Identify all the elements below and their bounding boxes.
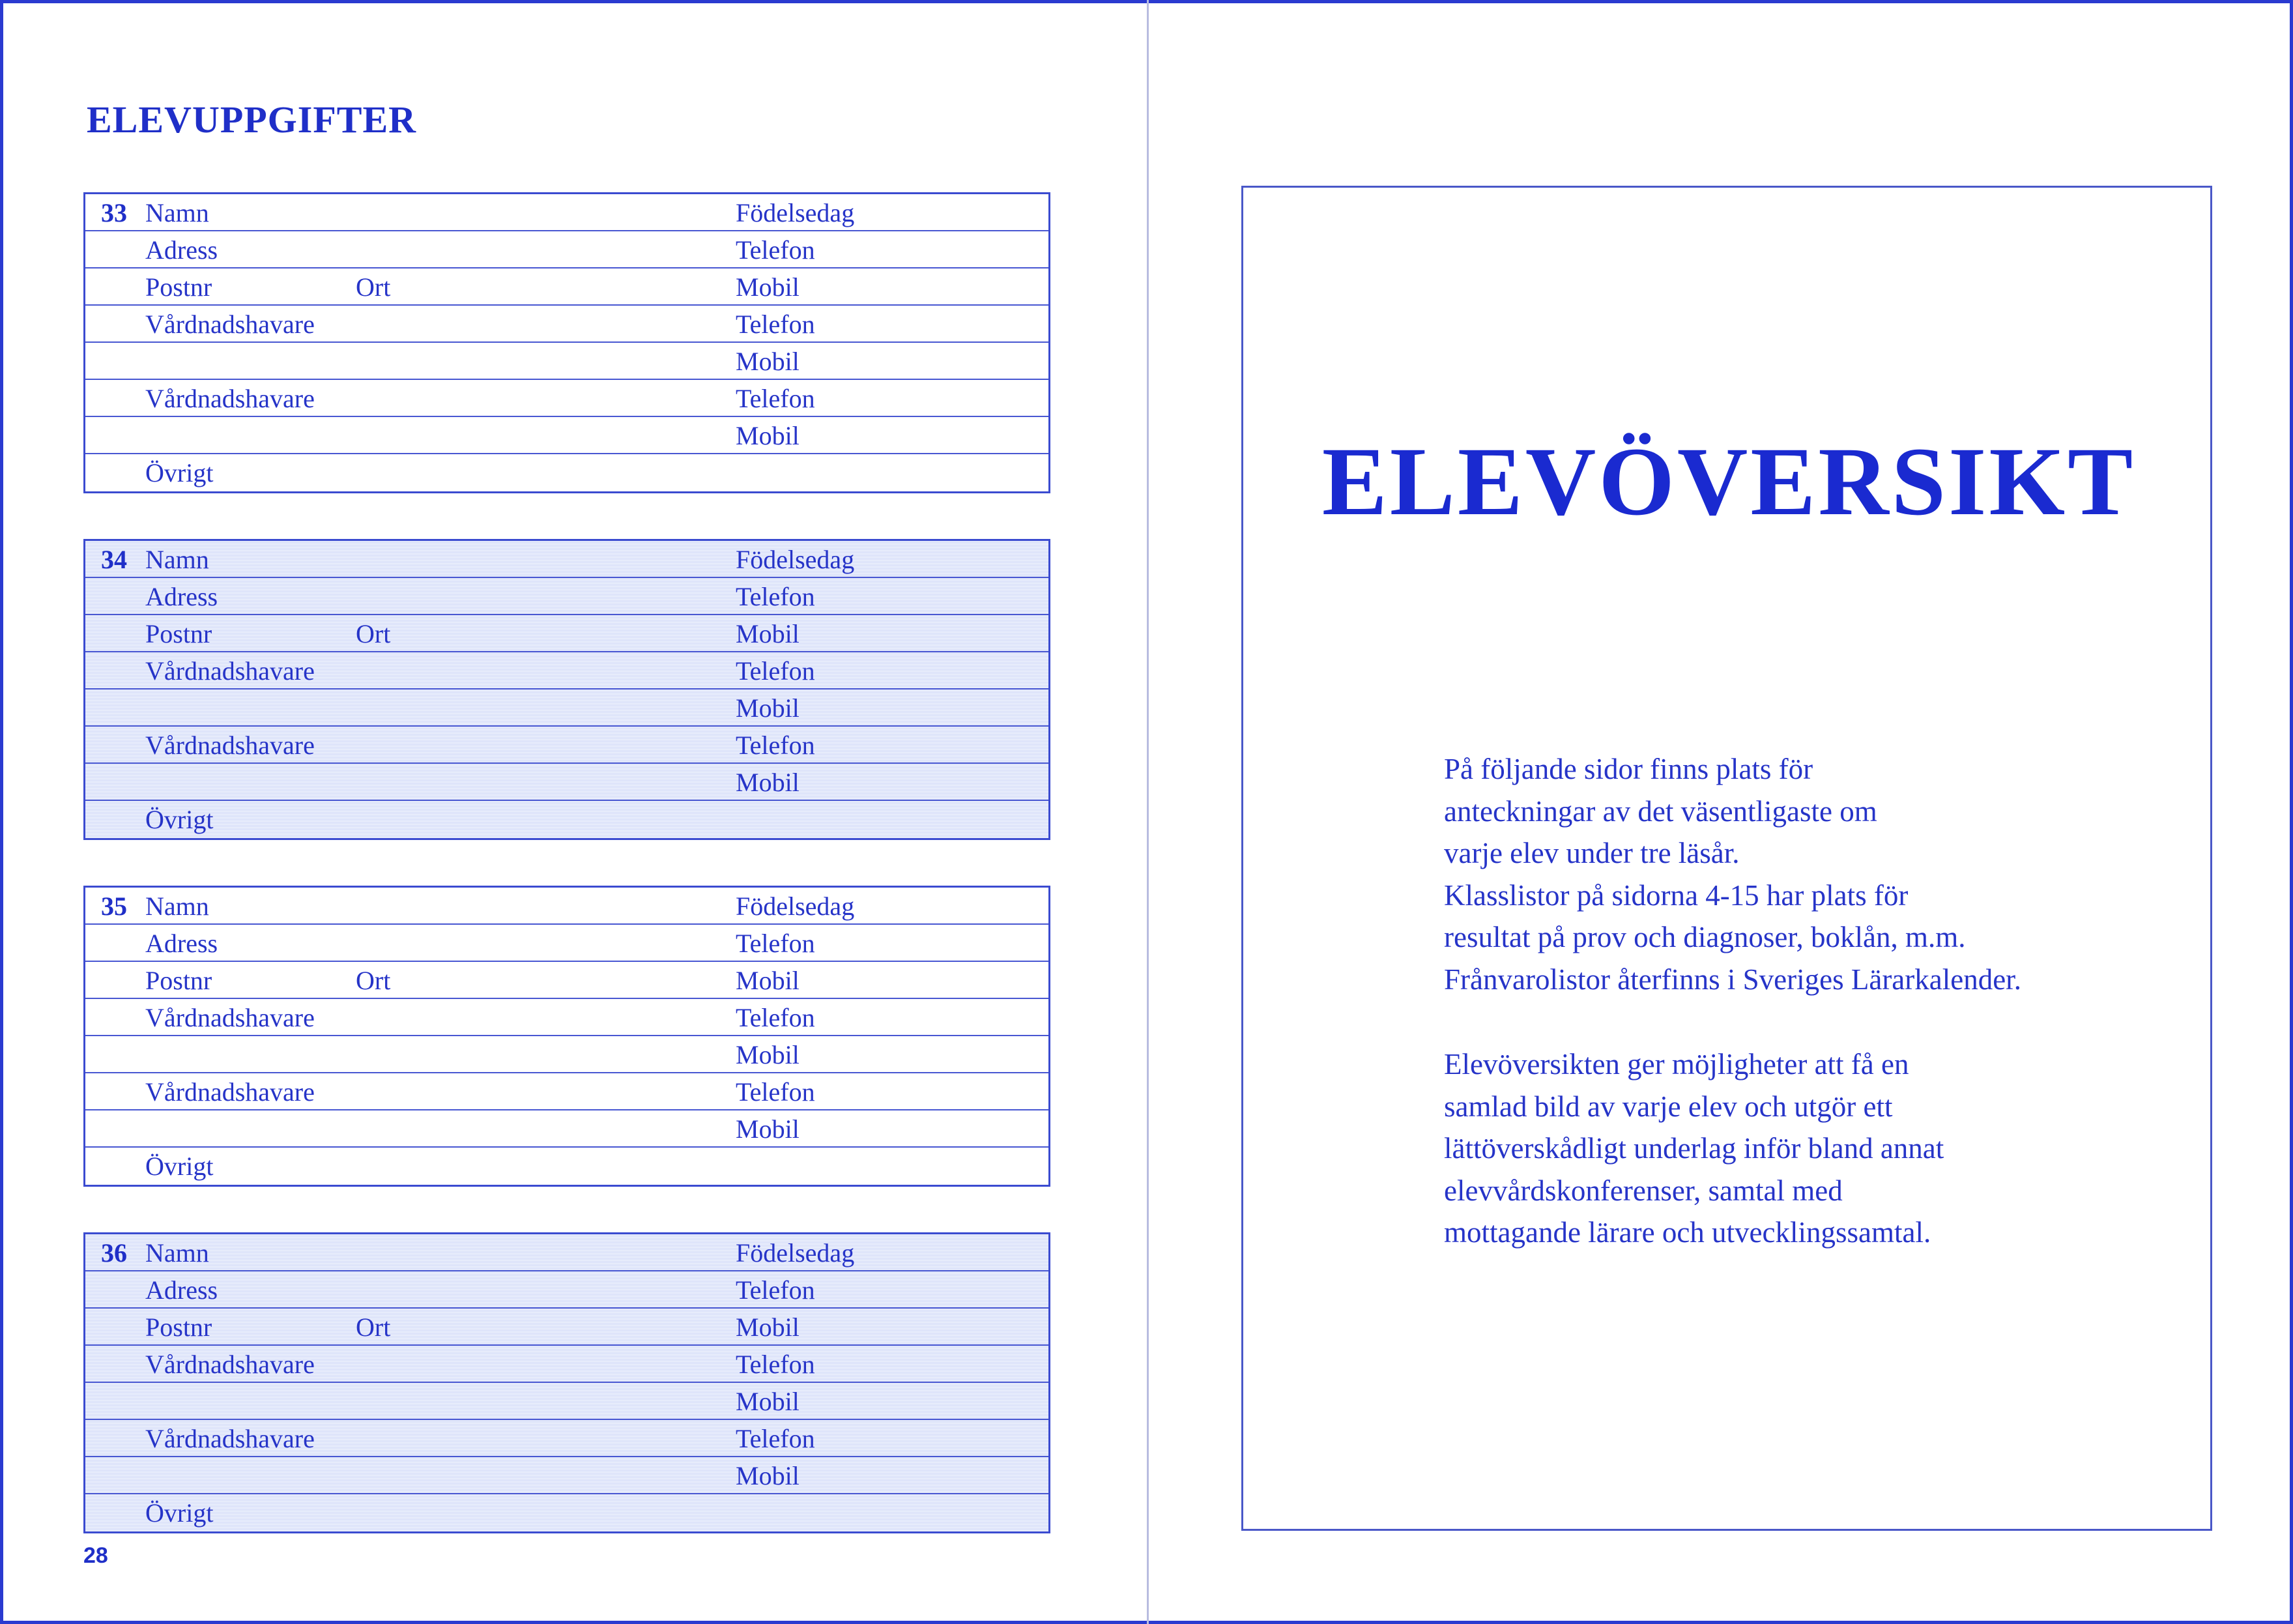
label-vardnadshavare: Vårdnadshavare: [145, 1077, 315, 1107]
paragraph-line: samlad bild av varje elev och utgör ett: [1444, 1090, 1893, 1123]
label-adress: Adress: [145, 235, 218, 265]
label-postnr: Postnr: [145, 966, 212, 995]
label-telefon: Telefon: [736, 656, 815, 686]
page-number: 28: [83, 1543, 108, 1568]
label-ovrigt: Övrigt: [145, 1498, 214, 1528]
label-ovrigt: Övrigt: [145, 805, 214, 834]
card-row-vardnadshavare-2: [85, 1420, 1048, 1457]
label-vardnadshavare: Vårdnadshavare: [145, 656, 315, 686]
card-row-vardnadshavare-1: [85, 1346, 1048, 1383]
card-row-vardnadshavare-1: [85, 652, 1048, 689]
card-row-vardnadshavare-2: [85, 380, 1048, 417]
paragraph-line: elevvårdskonferenser, samtal med: [1444, 1174, 1843, 1207]
card-row-adress: [85, 231, 1048, 268]
card-row-mobil-1: [85, 343, 1048, 380]
card-row-vardnadshavare-1: [85, 306, 1048, 343]
label-ort: Ort: [356, 1312, 391, 1342]
label-adress: Adress: [145, 582, 218, 611]
card-row-ovrigt: [85, 454, 1048, 491]
label-telefon: Telefon: [736, 929, 815, 958]
student-card: [83, 886, 1050, 1187]
label-mobil: Mobil: [736, 966, 800, 995]
card-row-ovrigt: [85, 1494, 1048, 1531]
label-postnr: Postnr: [145, 619, 212, 648]
label-telefon: Telefon: [736, 582, 815, 611]
paragraph-line: varje elev under tre läsår.: [1444, 837, 1740, 869]
label-mobil: Mobil: [736, 272, 800, 302]
label-telefon: Telefon: [736, 731, 815, 760]
page-title: ELEVUPPGIFTER: [87, 98, 417, 141]
label-namn: Namn: [145, 1238, 209, 1268]
section-title: ELEVÖVERSIKT: [1321, 428, 2136, 536]
label-ort: Ort: [356, 272, 391, 302]
label-telefon: Telefon: [736, 1350, 815, 1379]
card-row-vardnadshavare-2: [85, 727, 1048, 764]
paragraph-line: mottagande lärare och utvecklingssamtal.: [1444, 1216, 1931, 1249]
card-row-ovrigt: [85, 801, 1048, 838]
paragraph-line: anteckningar av det väsentligaste om: [1444, 794, 1877, 828]
card-row-mobil-2: [85, 1457, 1048, 1494]
label-mobil: Mobil: [736, 693, 800, 723]
label-vardnadshavare: Vårdnadshavare: [145, 1350, 315, 1379]
student-card: [83, 539, 1050, 840]
paragraph-line: lättöverskådligt underlag inför bland annat: [1444, 1132, 1944, 1165]
label-fodelsedag: Födelsedag: [736, 545, 855, 574]
card-row-vardnadshavare-1: [85, 999, 1048, 1036]
label-mobil: Mobil: [736, 1040, 800, 1069]
paragraph-line: Klasslistor på sidorna 4-15 har plats för: [1444, 878, 1909, 912]
card-row-adress: [85, 578, 1048, 615]
intro-paragraph: [1444, 748, 2021, 1000]
label-adress: Adress: [145, 1275, 218, 1305]
card-row-vardnadshavare-2: [85, 1073, 1048, 1110]
card-row-postnr: [85, 615, 1048, 652]
label-vardnadshavare: Vårdnadshavare: [145, 1003, 315, 1032]
card-row-mobil-1: [85, 689, 1048, 727]
card-row-mobil-2: [85, 764, 1048, 801]
label-fodelsedag: Födelsedag: [736, 198, 855, 227]
label-namn: Namn: [145, 892, 209, 921]
label-telefon: Telefon: [736, 235, 815, 265]
label-telefon: Telefon: [736, 1077, 815, 1107]
label-adress: Adress: [145, 929, 218, 958]
label-postnr: Postnr: [145, 272, 212, 302]
overview-box: [1241, 186, 2212, 1531]
label-vardnadshavare: Vårdnadshavare: [145, 384, 315, 413]
label-vardnadshavare: Vårdnadshavare: [145, 731, 315, 760]
label-telefon: Telefon: [736, 310, 815, 339]
student-card: [83, 1232, 1050, 1533]
card-row-adress: [85, 925, 1048, 962]
card-row-postnr: [85, 1309, 1048, 1346]
card-row-postnr: [85, 962, 1048, 999]
label-mobil: Mobil: [736, 1387, 800, 1416]
label-ovrigt: Övrigt: [145, 1152, 214, 1181]
label-fodelsedag: Födelsedag: [736, 892, 855, 921]
card-row-namn: [85, 541, 1048, 578]
paragraph-line: resultat på prov och diagnoser, boklån, m.m.: [1444, 921, 1966, 953]
student-number: 36: [101, 1238, 127, 1268]
label-vardnadshavare: Vårdnadshavare: [145, 1424, 315, 1453]
label-mobil: Mobil: [736, 1312, 800, 1342]
paragraph-line: Frånvarolistor återfinns i Sveriges Lärarkalender.: [1444, 963, 2021, 996]
paragraph-line: På följande sidor finns plats för: [1444, 753, 1813, 785]
label-mobil: Mobil: [736, 421, 800, 450]
student-number: 33: [101, 198, 127, 227]
paragraph-line: Elevöversikten ger möjligheter att få en: [1444, 1048, 1909, 1080]
label-fodelsedag: Födelsedag: [736, 1238, 855, 1268]
card-row-mobil-2: [85, 417, 1048, 454]
label-telefon: Telefon: [736, 1275, 815, 1305]
label-ort: Ort: [356, 966, 391, 995]
label-ovrigt: Övrigt: [145, 458, 214, 487]
card-row-mobil-2: [85, 1110, 1048, 1148]
label-mobil: Mobil: [736, 1114, 800, 1144]
label-mobil: Mobil: [736, 347, 800, 376]
student-card: [83, 192, 1050, 493]
label-ort: Ort: [356, 619, 391, 648]
label-mobil: Mobil: [736, 619, 800, 648]
card-row-namn: [85, 888, 1048, 925]
card-row-namn: [85, 1234, 1048, 1271]
label-namn: Namn: [145, 545, 209, 574]
card-row-namn: [85, 194, 1048, 231]
card-row-mobil-1: [85, 1383, 1048, 1420]
label-telefon: Telefon: [736, 1003, 815, 1032]
label-vardnadshavare: Vårdnadshavare: [145, 310, 315, 339]
description-paragraph: [1444, 1043, 1944, 1254]
student-number: 35: [101, 892, 127, 921]
student-number: 34: [101, 545, 127, 574]
label-mobil: Mobil: [736, 768, 800, 797]
card-row-postnr: [85, 268, 1048, 306]
label-telefon: Telefon: [736, 384, 815, 413]
card-row-ovrigt: [85, 1148, 1048, 1185]
label-telefon: Telefon: [736, 1424, 815, 1453]
card-row-mobil-1: [85, 1036, 1048, 1073]
label-namn: Namn: [145, 198, 209, 227]
label-mobil: Mobil: [736, 1461, 800, 1490]
card-row-adress: [85, 1271, 1048, 1309]
label-postnr: Postnr: [145, 1312, 212, 1342]
